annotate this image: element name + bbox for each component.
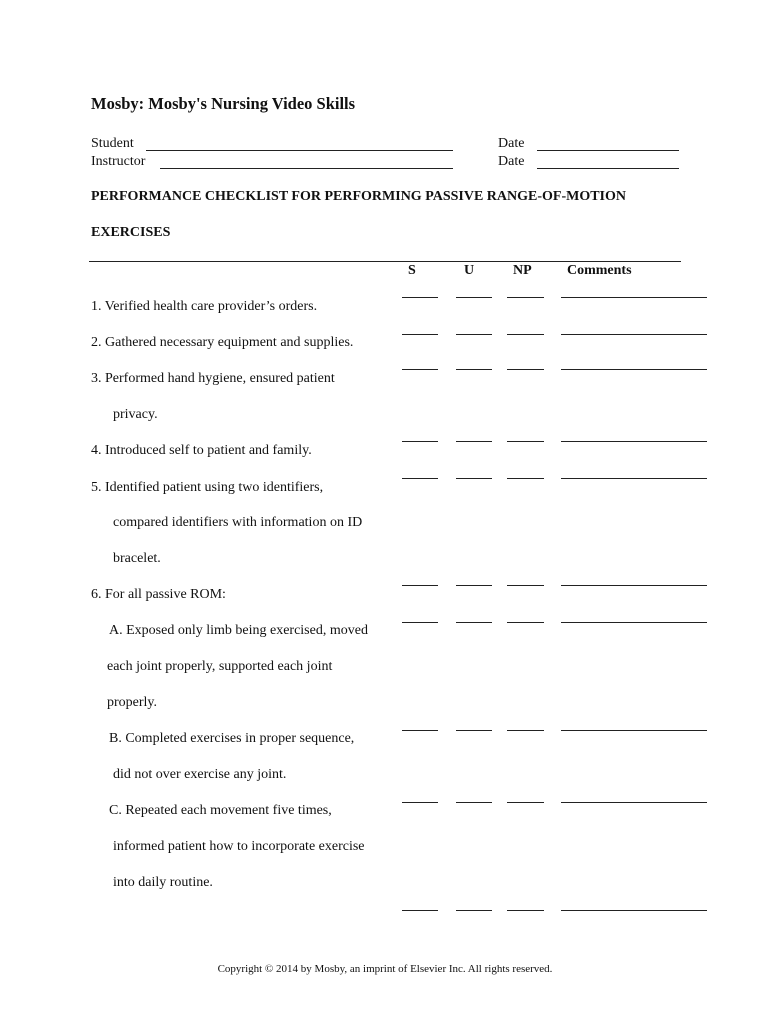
np-blank[interactable] bbox=[507, 369, 544, 370]
comments-blank[interactable] bbox=[561, 441, 707, 442]
comments-blank[interactable] bbox=[561, 369, 707, 370]
date-label-2: Date bbox=[498, 154, 525, 169]
date-label-1: Date bbox=[498, 136, 525, 151]
np-blank[interactable] bbox=[507, 441, 544, 442]
checklist-subitem: A. Exposed only limb being exercised, moved bbox=[109, 623, 368, 638]
date-line-1[interactable] bbox=[537, 150, 679, 151]
checklist-subitem: B. Completed exercises in proper sequence, bbox=[109, 731, 355, 746]
comments-blank[interactable] bbox=[561, 585, 707, 586]
checklist-item: 6. For all passive ROM: bbox=[91, 587, 226, 602]
copyright-footer: Copyright © 2014 by Mosby, an imprint of Elsevier Inc. All rights reserved. bbox=[217, 963, 553, 975]
checklist-subitem-continuation: informed patient how to incorporate exercise bbox=[113, 839, 365, 854]
checklist-item: 4. Introduced self to patient and family. bbox=[91, 443, 312, 458]
checklist-subitem-continuation: into daily routine. bbox=[113, 875, 213, 890]
checklist-heading-line-1: PERFORMANCE CHECKLIST FOR PERFORMING PASSIVE RANGE-OF-MOTION bbox=[91, 189, 627, 204]
column-header-s: S bbox=[408, 263, 416, 278]
u-blank[interactable] bbox=[456, 441, 492, 442]
s-blank[interactable] bbox=[402, 369, 438, 370]
column-header-u: U bbox=[464, 263, 475, 278]
student-line[interactable] bbox=[146, 150, 453, 151]
u-blank[interactable] bbox=[456, 585, 492, 586]
np-blank[interactable] bbox=[507, 622, 544, 623]
checklist-subitem: C. Repeated each movement five times, bbox=[109, 803, 332, 818]
u-blank[interactable] bbox=[456, 297, 492, 298]
column-header-np: NP bbox=[513, 263, 532, 278]
instructor-label: Instructor bbox=[91, 154, 146, 169]
checklist-heading-line-2: EXERCISES bbox=[91, 225, 171, 240]
comments-blank[interactable] bbox=[561, 910, 707, 911]
np-blank[interactable] bbox=[507, 297, 544, 298]
date-line-2[interactable] bbox=[537, 168, 679, 169]
u-blank[interactable] bbox=[456, 622, 492, 623]
checklist-subitem-continuation: properly. bbox=[107, 695, 158, 710]
np-blank[interactable] bbox=[507, 585, 544, 586]
checklist-item: 5. Identified patient using two identifiers, bbox=[91, 480, 324, 495]
checklist-item-continuation: privacy. bbox=[113, 407, 158, 422]
u-blank[interactable] bbox=[456, 334, 492, 335]
checklist-subitem-continuation: each joint properly, supported each joint bbox=[107, 659, 333, 674]
np-blank[interactable] bbox=[507, 334, 544, 335]
s-blank[interactable] bbox=[402, 585, 438, 586]
s-blank[interactable] bbox=[402, 334, 438, 335]
comments-blank[interactable] bbox=[561, 297, 707, 298]
document-title: Mosby: Mosby's Nursing Video Skills bbox=[91, 94, 356, 113]
np-blank[interactable] bbox=[507, 478, 544, 479]
comments-blank[interactable] bbox=[561, 478, 707, 479]
s-blank[interactable] bbox=[402, 730, 438, 731]
s-blank[interactable] bbox=[402, 622, 438, 623]
checklist-item-continuation: bracelet. bbox=[113, 551, 161, 566]
comments-blank[interactable] bbox=[561, 334, 707, 335]
checklist-item: 2. Gathered necessary equipment and supplies. bbox=[91, 335, 354, 350]
u-blank[interactable] bbox=[456, 369, 492, 370]
u-blank[interactable] bbox=[456, 910, 492, 911]
checklist-item: 1. Verified health care provider’s orders. bbox=[91, 299, 318, 314]
instructor-line[interactable] bbox=[160, 168, 453, 169]
checklist-item: 3. Performed hand hygiene, ensured patient bbox=[91, 371, 335, 386]
np-blank[interactable] bbox=[507, 910, 544, 911]
comments-blank[interactable] bbox=[561, 802, 707, 803]
checklist-item-continuation: compared identifiers with information on ID bbox=[113, 515, 363, 530]
checklist-subitem-continuation: did not over exercise any joint. bbox=[113, 767, 287, 782]
column-header-comments: Comments bbox=[567, 263, 632, 278]
s-blank[interactable] bbox=[402, 297, 438, 298]
s-blank[interactable] bbox=[402, 910, 438, 911]
u-blank[interactable] bbox=[456, 802, 492, 803]
comments-blank[interactable] bbox=[561, 730, 707, 731]
s-blank[interactable] bbox=[402, 441, 438, 442]
student-label: Student bbox=[91, 136, 134, 151]
comments-blank[interactable] bbox=[561, 622, 707, 623]
header-divider bbox=[89, 261, 681, 262]
s-blank[interactable] bbox=[402, 478, 438, 479]
np-blank[interactable] bbox=[507, 802, 544, 803]
s-blank[interactable] bbox=[402, 802, 438, 803]
np-blank[interactable] bbox=[507, 730, 544, 731]
u-blank[interactable] bbox=[456, 730, 492, 731]
u-blank[interactable] bbox=[456, 478, 492, 479]
